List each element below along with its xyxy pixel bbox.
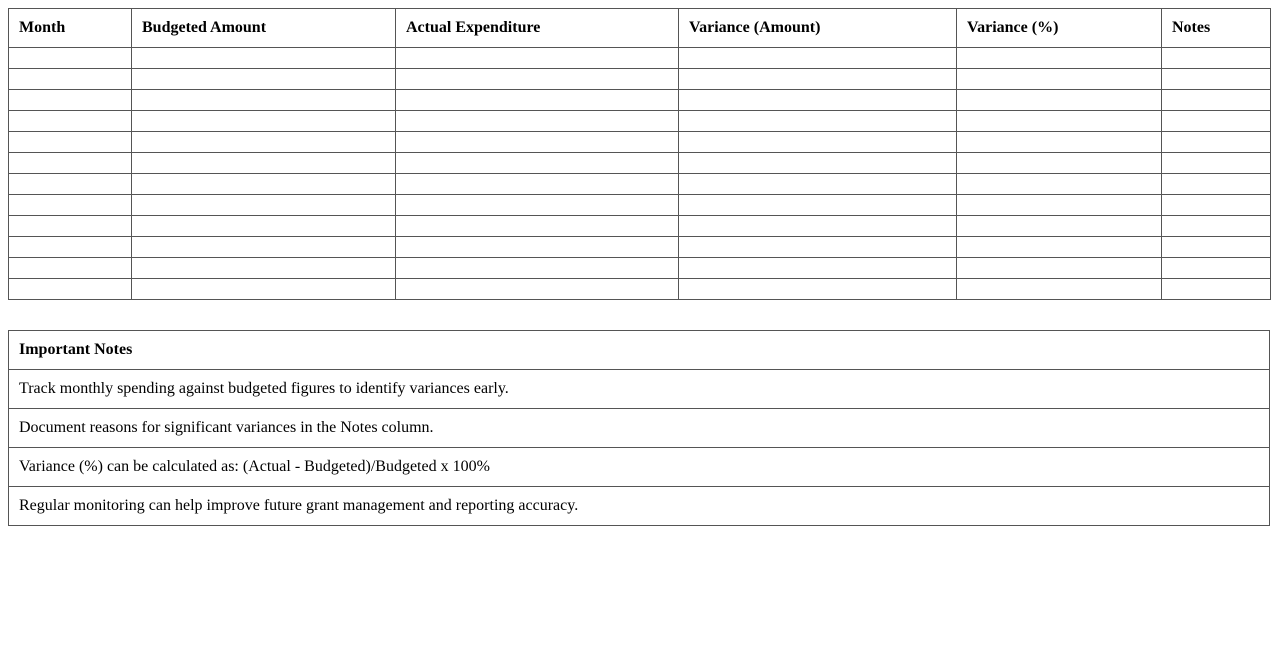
table-cell[interactable] (396, 195, 679, 216)
table-cell[interactable] (396, 90, 679, 111)
table-cell[interactable] (1162, 216, 1271, 237)
table-row (9, 132, 1271, 153)
table-cell[interactable] (1162, 132, 1271, 153)
table-cell[interactable] (957, 153, 1162, 174)
table-cell[interactable] (957, 48, 1162, 69)
table-cell[interactable] (1162, 279, 1271, 300)
table-cell[interactable] (1162, 90, 1271, 111)
table-header-row (9, 9, 1271, 48)
table-cell[interactable] (396, 48, 679, 69)
note-item: Track monthly spending against budgeted figures to identify variances early. (9, 370, 1270, 409)
column-header-variance-amount: Variance (Amount) (679, 9, 957, 48)
table-row (9, 258, 1271, 279)
table-cell[interactable] (9, 216, 132, 237)
table-cell[interactable] (957, 258, 1162, 279)
notes-header-row (9, 331, 1270, 370)
table-cell[interactable] (1162, 111, 1271, 132)
table-cell[interactable] (679, 174, 957, 195)
note-row (9, 409, 1270, 448)
table-cell[interactable] (679, 69, 957, 90)
table-cell[interactable] (396, 258, 679, 279)
table-row (9, 69, 1271, 90)
table-cell[interactable] (957, 237, 1162, 258)
table-cell[interactable] (132, 132, 396, 153)
table-cell[interactable] (1162, 153, 1271, 174)
table-cell[interactable] (679, 48, 957, 69)
table-cell[interactable] (679, 216, 957, 237)
document-sheet (8, 8, 1270, 526)
table-cell[interactable] (9, 237, 132, 258)
table-cell[interactable] (132, 237, 396, 258)
table-cell[interactable] (679, 237, 957, 258)
table-cell[interactable] (132, 153, 396, 174)
note-item: Regular monitoring can help improve future grant management and reporting accuracy. (9, 487, 1270, 526)
note-item: Document reasons for significant variances in the Notes column. (9, 409, 1270, 448)
table-cell[interactable] (396, 69, 679, 90)
table-cell[interactable] (1162, 69, 1271, 90)
note-row (9, 487, 1270, 526)
table-cell[interactable] (9, 153, 132, 174)
table-cell[interactable] (679, 195, 957, 216)
table-cell[interactable] (396, 111, 679, 132)
table-cell[interactable] (679, 90, 957, 111)
table-row (9, 90, 1271, 111)
budget-variance-table (8, 8, 1271, 300)
note-row (9, 448, 1270, 487)
table-row (9, 279, 1271, 300)
table-cell[interactable] (9, 174, 132, 195)
table-cell[interactable] (132, 216, 396, 237)
table-cell[interactable] (132, 174, 396, 195)
column-header-notes: Notes (1162, 9, 1271, 48)
table-cell[interactable] (957, 216, 1162, 237)
table-cell[interactable] (957, 174, 1162, 195)
table-cell[interactable] (132, 90, 396, 111)
table-cell[interactable] (132, 48, 396, 69)
table-cell[interactable] (1162, 195, 1271, 216)
table-row (9, 237, 1271, 258)
table-cell[interactable] (957, 90, 1162, 111)
table-row (9, 153, 1271, 174)
table-cell[interactable] (9, 48, 132, 69)
table-cell[interactable] (9, 69, 132, 90)
column-header-variance-percent: Variance (%) (957, 9, 1162, 48)
table-row (9, 195, 1271, 216)
table-cell[interactable] (132, 195, 396, 216)
table-cell[interactable] (957, 132, 1162, 153)
table-cell[interactable] (679, 111, 957, 132)
table-cell[interactable] (679, 153, 957, 174)
table-cell[interactable] (679, 279, 957, 300)
table-cell[interactable] (1162, 237, 1271, 258)
note-row (9, 370, 1270, 409)
table-cell[interactable] (1162, 48, 1271, 69)
table-cell[interactable] (957, 195, 1162, 216)
table-cell[interactable] (132, 69, 396, 90)
column-header-budgeted-amount: Budgeted Amount (132, 9, 396, 48)
important-notes-table (8, 330, 1270, 526)
table-cell[interactable] (9, 195, 132, 216)
table-cell[interactable] (9, 258, 132, 279)
table-row (9, 216, 1271, 237)
table-cell[interactable] (957, 69, 1162, 90)
table-cell[interactable] (1162, 174, 1271, 195)
table-cell[interactable] (396, 279, 679, 300)
column-header-month: Month (9, 9, 132, 48)
table-cell[interactable] (396, 132, 679, 153)
table-cell[interactable] (957, 279, 1162, 300)
notes-title: Important Notes (9, 331, 1270, 370)
table-cell[interactable] (396, 153, 679, 174)
column-header-actual-expenditure: Actual Expenditure (396, 9, 679, 48)
table-cell[interactable] (957, 111, 1162, 132)
table-row (9, 48, 1271, 69)
table-cell[interactable] (1162, 258, 1271, 279)
table-cell[interactable] (396, 237, 679, 258)
table-cell[interactable] (679, 132, 957, 153)
table-cell[interactable] (9, 111, 132, 132)
table-cell[interactable] (396, 216, 679, 237)
table-cell[interactable] (132, 258, 396, 279)
table-body (9, 48, 1271, 300)
table-cell[interactable] (132, 111, 396, 132)
table-cell[interactable] (9, 132, 132, 153)
table-cell[interactable] (396, 174, 679, 195)
table-cell[interactable] (679, 258, 957, 279)
note-item: Variance (%) can be calculated as: (Actual - Budgeted)/Budgeted x 100% (9, 448, 1270, 487)
table-cell[interactable] (132, 279, 396, 300)
table-row (9, 174, 1271, 195)
notes-list (9, 370, 1270, 526)
table-cell[interactable] (9, 279, 132, 300)
table-cell[interactable] (9, 90, 132, 111)
table-row (9, 111, 1271, 132)
